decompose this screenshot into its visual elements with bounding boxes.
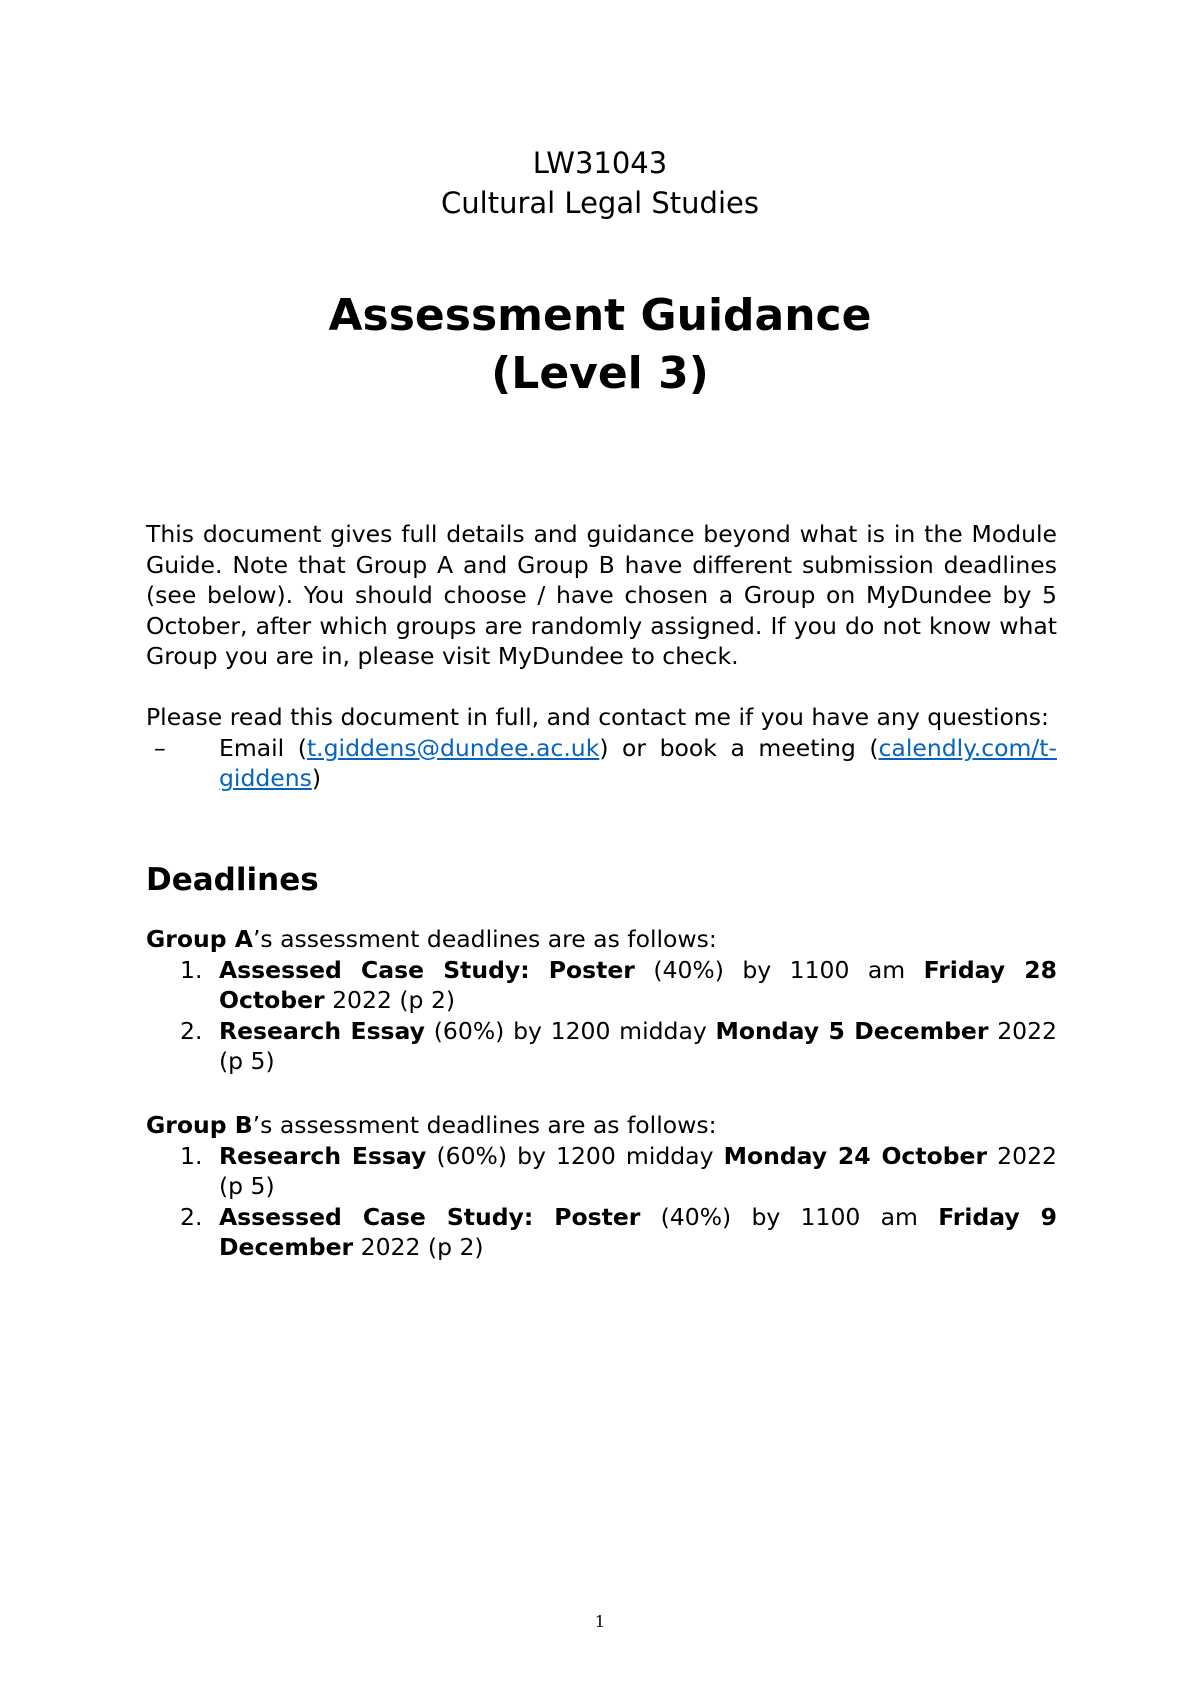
contact-section bbox=[146, 702, 1057, 794]
group-a-section bbox=[146, 924, 1057, 1077]
list-number: 1. bbox=[180, 955, 203, 984]
module-code: LW31043 bbox=[532, 146, 668, 180]
contact-paragraph: Please read this document in full, and contact me if you have any questions: bbox=[146, 703, 1049, 731]
list-item bbox=[146, 1016, 1057, 1077]
contact-middle-text: ) or book a meeting ( bbox=[599, 733, 879, 762]
list-item bbox=[146, 1141, 1057, 1202]
deadline-date: Friday 9 December bbox=[219, 1202, 1057, 1261]
group-b-section bbox=[146, 1110, 1057, 1263]
deadline-date: Monday 5 December bbox=[715, 1016, 989, 1045]
module-name: Cultural Legal Studies bbox=[441, 186, 759, 220]
deadlines-heading: Deadlines bbox=[146, 862, 319, 898]
email-link[interactable]: t.giddens@dundee.ac.uk bbox=[306, 733, 600, 762]
deadline-date: Friday 28 October bbox=[219, 955, 1057, 1014]
list-item bbox=[146, 955, 1057, 1016]
group-b-intro-text: ’s assessment deadlines are as follows: bbox=[252, 1111, 717, 1139]
group-a-label: Group A bbox=[146, 925, 253, 953]
list-item bbox=[146, 1202, 1057, 1263]
group-b-intro bbox=[146, 1110, 1057, 1141]
assessment-details: (60%) by 1200 midday bbox=[426, 1141, 724, 1170]
deadline-date: Monday 24 October bbox=[723, 1141, 988, 1170]
page-number: 1 bbox=[594, 1612, 606, 1631]
email-prefix: Email ( bbox=[219, 733, 307, 762]
deadline-tail: 2022 (p 2) bbox=[324, 986, 456, 1014]
assessment-name: Research Essay bbox=[219, 1141, 427, 1170]
calendly-link[interactable]: calendly.com/t-giddens bbox=[219, 733, 1057, 792]
intro-paragraph: This document gives full details and guidance beyond what is in the Module Guide. Note that Group A and Group B have different submission deadlines (see below). You should choose / have chosen a Group on MyDundee by 5 October, after which groups are randomly assigned. If you do not know what Group you are in, please visit MyDundee to check. bbox=[146, 520, 1057, 670]
list-number: 2. bbox=[180, 1202, 203, 1231]
group-b-label: Group B bbox=[146, 1111, 253, 1139]
dash-bullet: – bbox=[154, 733, 166, 762]
contact-list-item bbox=[146, 733, 1057, 794]
deadline-tail: 2022 (p 2) bbox=[353, 1233, 484, 1261]
assessment-details: (60%) by 1200 midday bbox=[425, 1016, 716, 1045]
deadline-tail: 2022 (p 5) bbox=[219, 1141, 1057, 1200]
page-title: Assessment Guidance bbox=[328, 290, 872, 341]
list-number: 2. bbox=[180, 1016, 203, 1045]
assessment-name: Research Essay bbox=[219, 1016, 426, 1045]
group-a-intro-text: ’s assessment deadlines are as follows: bbox=[252, 925, 717, 953]
assessment-name: Assessed Case Study: Poster bbox=[219, 1202, 641, 1231]
assessment-details: (40%) by 1100 am bbox=[640, 1202, 939, 1231]
assessment-details: (40%) by 1100 am bbox=[634, 955, 924, 984]
deadline-tail: 2022 (p 5) bbox=[219, 1016, 1058, 1075]
contact-suffix: ) bbox=[311, 764, 322, 792]
assessment-name: Assessed Case Study: Poster bbox=[219, 955, 635, 984]
group-a-intro bbox=[146, 924, 1057, 955]
page-subtitle-level: (Level 3) bbox=[491, 348, 709, 399]
list-number: 1. bbox=[180, 1141, 203, 1170]
